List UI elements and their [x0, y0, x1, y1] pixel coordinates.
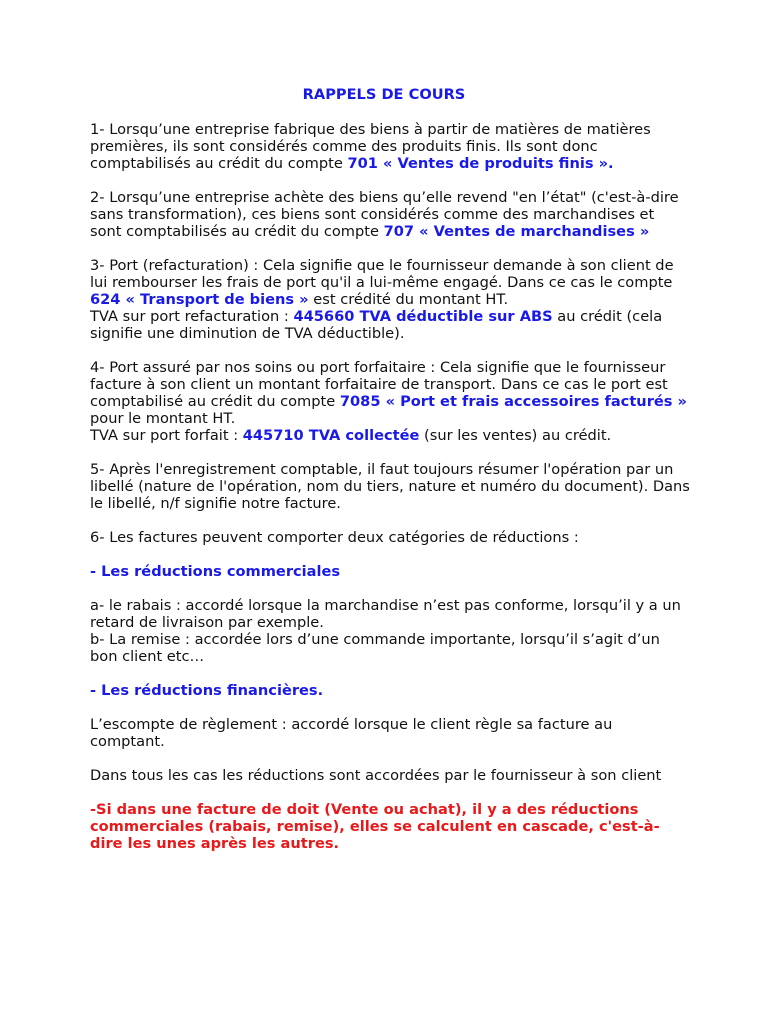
- account-7085: 7085 « Port et frais accessoires facturés »: [339, 393, 687, 410]
- paragraph-4-text: 4- Port assuré par nos soins ou port forfaitaire : Cela signifie que le fournisseur facture à son client un montant forfaitaire de transport. Dans ce cas le port est comptabilisé au crédit du compte: [90, 359, 668, 410]
- paragraph-4-tva-label: TVA sur port forfait :: [90, 427, 243, 444]
- paragraph-3-text: 3- Port (refacturation) : Cela signifie que le fournisseur demande à son client de lui rembourser les frais de port qu'il a lui-même engagé. Dans ce cas le compte: [90, 257, 674, 291]
- paragraph-2-text: 2- Lorsqu’une entreprise achète des biens qu’elle revend "en l’état" (c'est-à-dire sans transformation), ces biens sont considérés comme des marchandises et sont comptabilisés au crédit du compte: [90, 189, 679, 240]
- paragraph-3-tva-label: TVA sur port refacturation :: [90, 308, 294, 325]
- paragraph-2: [90, 189, 690, 240]
- tous-cas-paragraph: Dans tous les cas les réductions sont accordées par le fournisseur à son client: [90, 767, 662, 784]
- paragraph-3: [90, 257, 690, 342]
- reductions-commerciales-list: [90, 597, 690, 665]
- account-701: 701 « Ventes de produits finis ».: [347, 155, 614, 172]
- heading-reductions-commerciales: - Les réductions commerciales: [90, 563, 341, 580]
- account-445710: 445710 TVA collectée: [242, 427, 420, 444]
- remise-text: b- La remise : accordée lors d’une commande importante, lorsqu’il s’agit d’un bon client etc…: [90, 631, 660, 665]
- paragraph-3-tva-text: au crédit (cela signifie une diminution de TVA déductible).: [90, 308, 663, 342]
- paragraph-1-text: 1- Lorsqu’une entreprise fabrique des biens à partir de matières de matières premières, ils sont considérés comme des produits finis. Ils sont donc comptabilisés au crédit du compte: [90, 121, 651, 172]
- account-445660: 445660 TVA déductible sur ABS: [293, 308, 553, 325]
- paragraph-3-text-2: est crédité du montant HT.: [308, 291, 509, 308]
- rabais-text: a- le rabais : accordé lorsque la marchandise n’est pas conforme, lorsqu’il y a un retard de livraison par exemple.: [90, 597, 681, 631]
- paragraph-4-text-2: pour le montant HT.: [90, 410, 236, 427]
- account-624: 624 « Transport de biens »: [90, 291, 309, 308]
- escompte-paragraph: L’escompte de règlement : accordé lorsque le client règle sa facture au comptant.: [90, 716, 613, 750]
- paragraph-1: [90, 121, 690, 172]
- account-707: 707 « Ventes de marchandises »: [383, 223, 650, 240]
- page-title: RAPPELS DE COURS: [302, 86, 466, 103]
- document-body: [90, 121, 690, 852]
- paragraph-6: 6- Les factures peuvent comporter deux catégories de réductions :: [90, 529, 579, 546]
- heading-reductions-financieres: - Les réductions financières.: [90, 682, 324, 699]
- cascade-warning: -Si dans une facture de doit (Vente ou achat), il y a des réductions commerciales (rabais, remise), elles se calculent en cascade, c'est-à-dire les unes après les autres.: [90, 801, 660, 852]
- paragraph-5: 5- Après l'enregistrement comptable, il faut toujours résumer l'opération par un libellé (nature de l'opération, nom du tiers, nature et numéro du document). Dans le libellé, n/f signifie notre facture.: [90, 461, 690, 512]
- paragraph-4-tva-text: (sur les ventes) au crédit.: [419, 427, 612, 444]
- paragraph-4: [90, 359, 690, 444]
